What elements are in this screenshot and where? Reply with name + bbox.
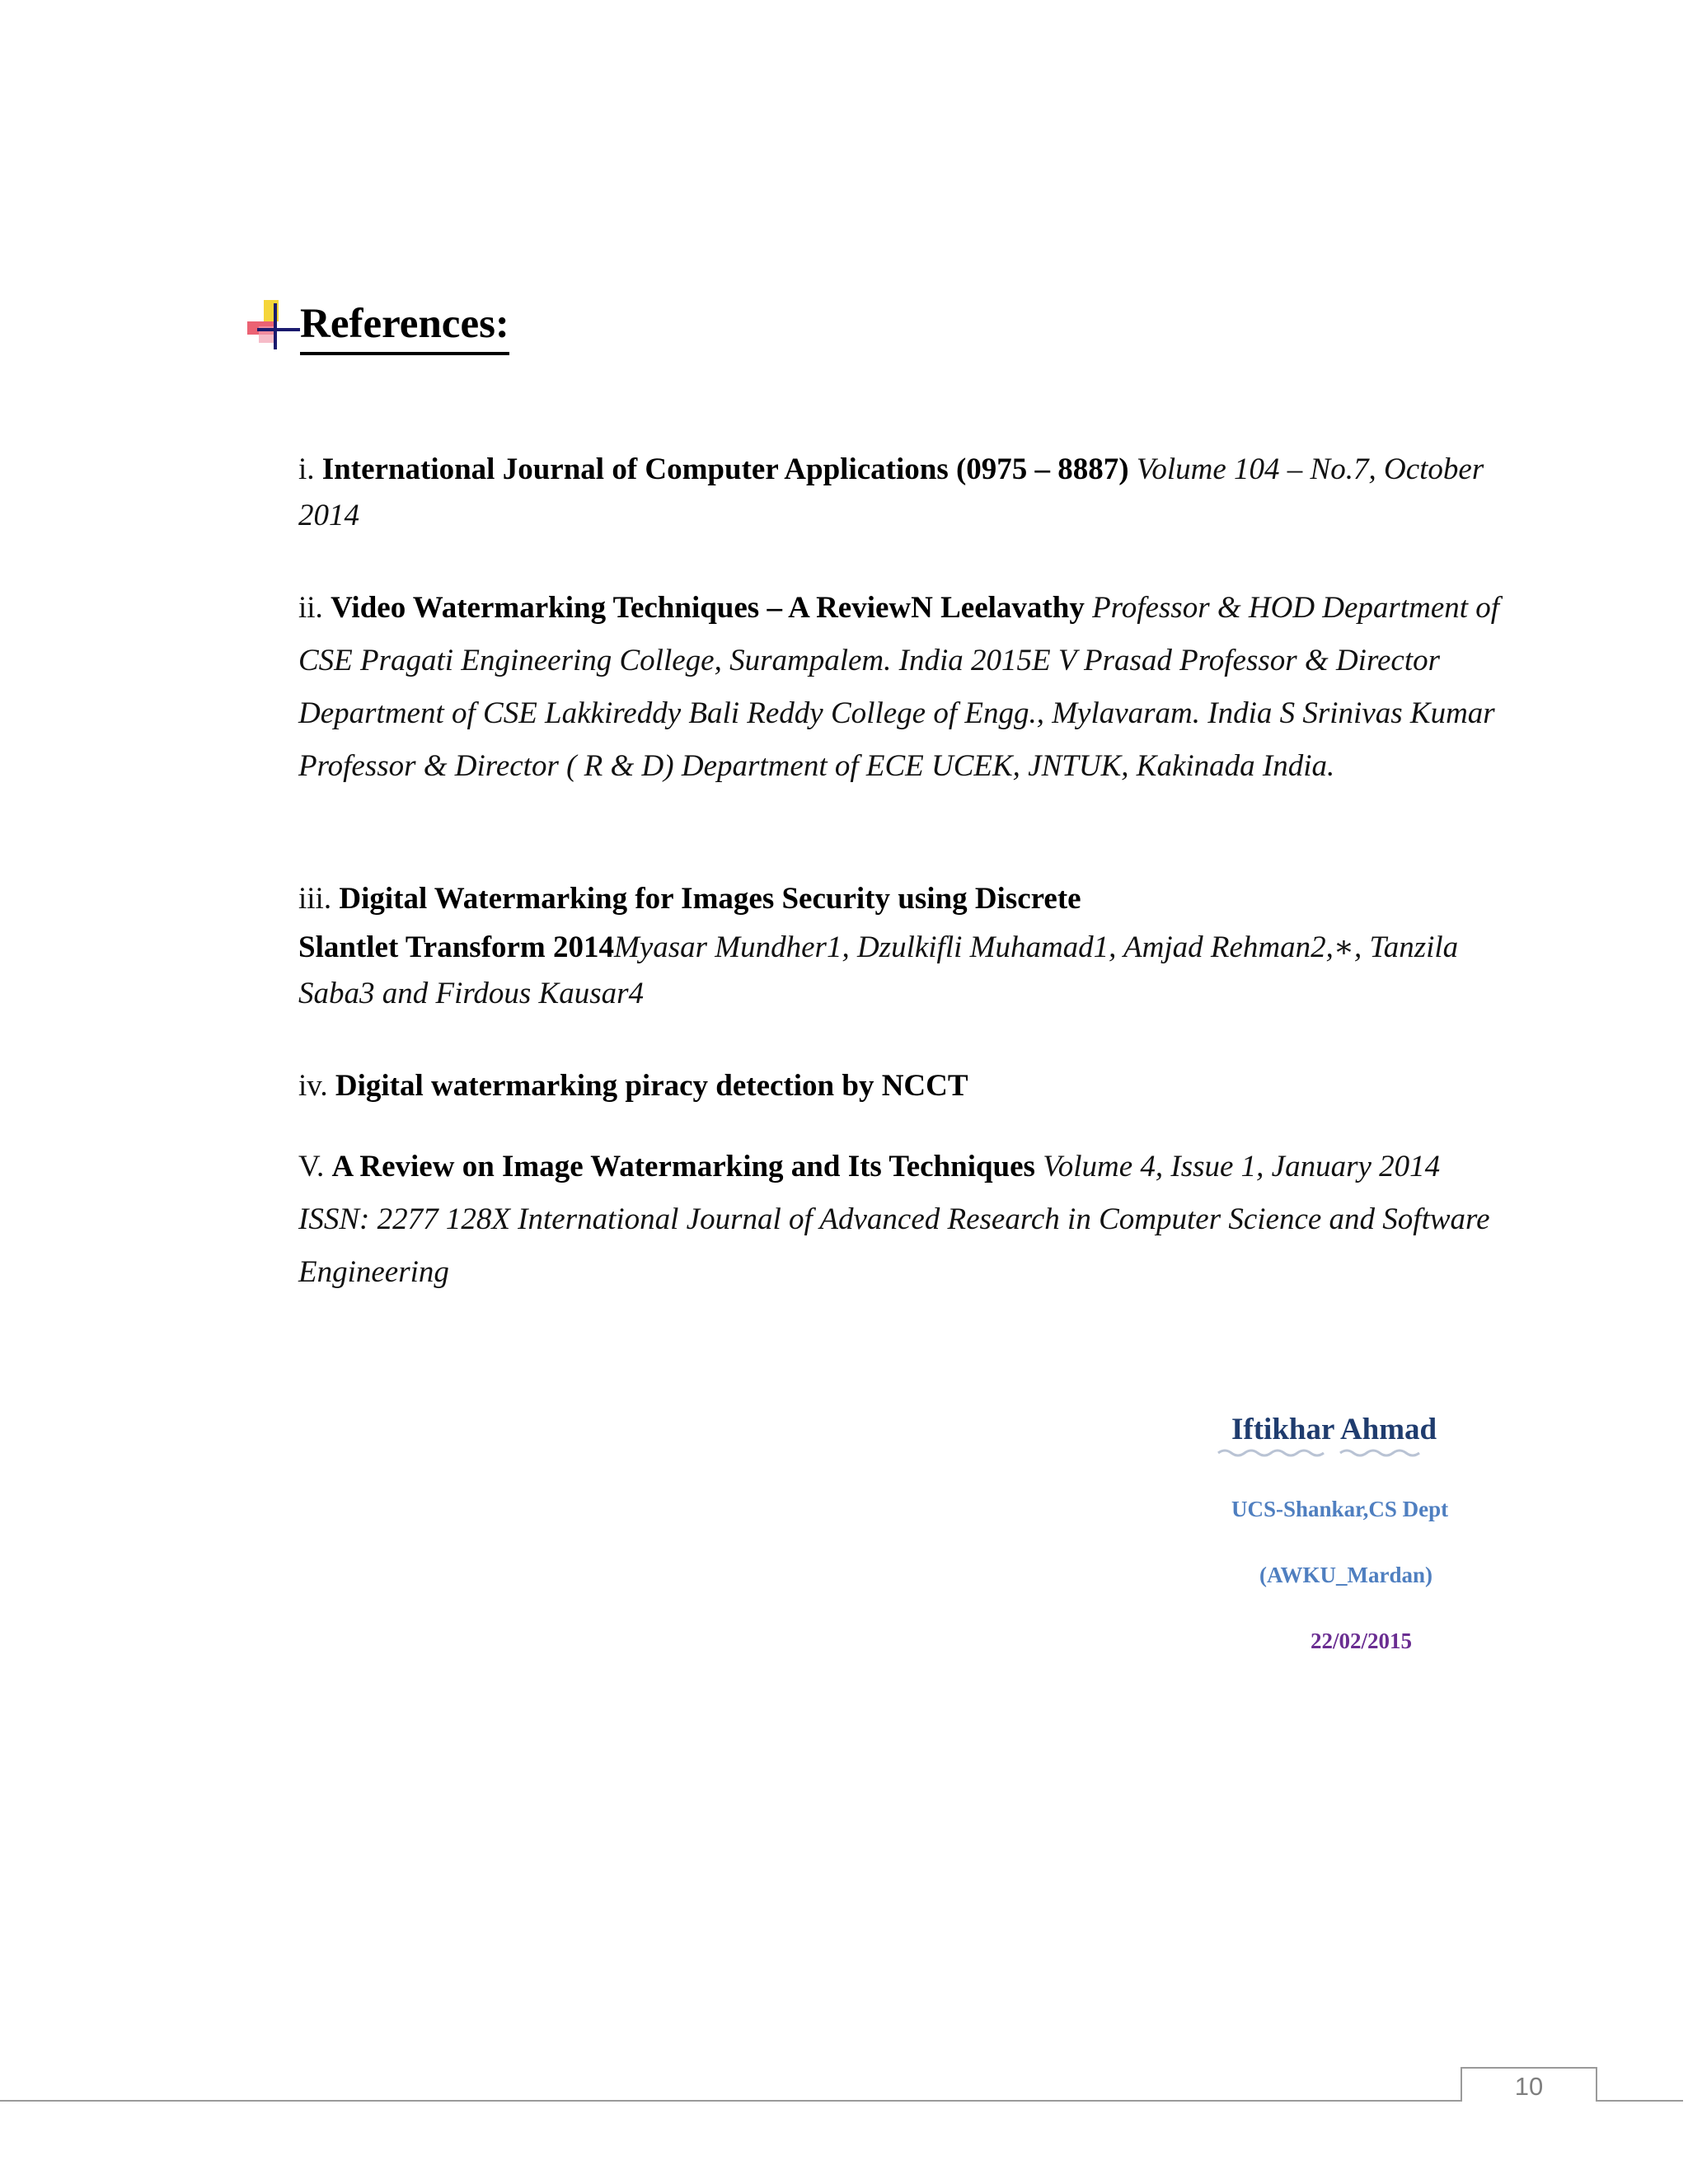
signature-reflection-icon [1217, 1446, 1431, 1460]
reference-details: Volume 4, Issue 1, January 2014 ISSN: 2277 128X International Journal of Advanced Research in Computer Science and Software Engineering [298, 1150, 1490, 1289]
reference-title: Video Watermarking Techniques – A ReviewN Leelavathy [331, 591, 1085, 625]
reference-number: ii. [298, 591, 323, 625]
page-title: References: [300, 303, 509, 355]
signature-university: (AWKU_Mardan) [1259, 1563, 1432, 1587]
reference-title: Digital watermarking piracy detection by NCCT [335, 1069, 968, 1103]
signature-department: UCS-Shankar,CS Dept [1231, 1497, 1449, 1521]
reference-item [298, 1063, 1502, 1109]
reference-number: iii. [298, 882, 332, 916]
reference-title: A Review on Image Watermarking and Its Techniques [331, 1150, 1035, 1183]
reference-number: V. [298, 1150, 325, 1183]
reference-item [298, 447, 1502, 539]
reference-item [298, 872, 1502, 1017]
page-number: 10 [1514, 2072, 1544, 2101]
reference-details: Myasar Mundher1, Dzulkifli Muhamad1, Amjad Rehman2,∗, Tanzila Saba3 and Firdous Kausar4 [298, 930, 1459, 1010]
reference-title: International Journal of Computer Applications (0975 – 8887) [321, 452, 1129, 486]
reference-number: i. [298, 452, 315, 486]
reference-number: iv. [298, 1069, 328, 1103]
reference-title: Digital Watermarking for Images Security using Discrete [339, 882, 1081, 916]
signature-date: 22/02/2015 [1311, 1629, 1413, 1653]
signature-name: Iftikhar Ahmad [1231, 1413, 1437, 1446]
footer-rule [0, 2100, 1683, 2102]
bullet-icon [247, 300, 300, 353]
reference-details: Volume 104 – No.7, October 2014 [298, 452, 1484, 532]
reference-details: Professor & HOD Department of CSE Pragati Engineering College, Surampalem. India 2015E V Prasad Professor & Director Department of CSE Lakkireddy Bali Reddy College of Engg., Mylavaram. India S Srinivas Kumar Professor & Director ( R & D) Department of ECE UCEK, JNTUK, Kakinada India. [298, 591, 1500, 783]
reference-item [298, 582, 1502, 793]
reference-title-continued: Slantlet Transform 2014 [298, 930, 615, 964]
reference-item [298, 1141, 1502, 1299]
